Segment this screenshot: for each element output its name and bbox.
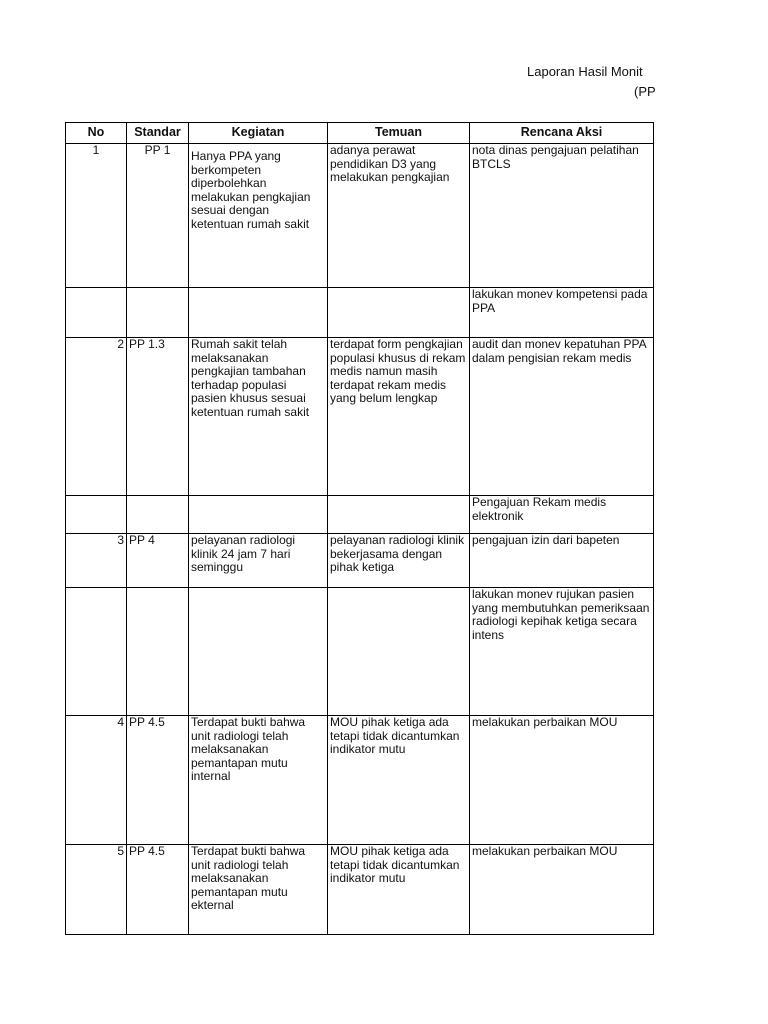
cell-temuan: pelayanan radiologi klinik bekerjasama dengan pihak ketiga [328, 534, 470, 588]
column-header-rencana-aksi: Rencana Aksi [470, 123, 654, 144]
cell-kegiatan: Terdapat bukti bahwa unit radiologi telah melaksanakan pemantapan mutu internal [189, 716, 328, 845]
table-row [66, 534, 654, 588]
cell-temuan: terdapat form pengkajian populasi khusus di rekam medis namun masih terdapat rekam medis yang belum lengkap [328, 338, 470, 496]
column-header-temuan: Temuan [328, 123, 470, 144]
report-table [65, 122, 654, 935]
cell-temuan [328, 496, 470, 534]
cell-kegiatan [189, 288, 328, 338]
cell-no [66, 588, 127, 716]
cell-no: 5 [66, 845, 127, 935]
cell-standar [127, 588, 189, 716]
table-row [66, 144, 654, 288]
cell-no: 4 [66, 716, 127, 845]
cell-temuan: MOU pihak ketiga ada tetapi tidak dicantumkan indikator mutu [328, 845, 470, 935]
cell-kegiatan [189, 496, 328, 534]
cell-standar: PP 1 [127, 144, 189, 288]
cell-standar [127, 496, 189, 534]
table-row [66, 338, 654, 496]
cell-no [66, 496, 127, 534]
cell-rencana-aksi: nota dinas pengajuan pelatihan BTCLS [470, 144, 654, 288]
report-title: Laporan Hasil Monit [527, 64, 643, 79]
table-row [66, 716, 654, 845]
cell-no: 3 [66, 534, 127, 588]
cell-kegiatan: Rumah sakit telah melaksanakan pengkajian tambahan terhadap populasi pasien khusus sesuai ketentuan rumah sakit [189, 338, 328, 496]
table-row [66, 496, 654, 534]
column-header-no: No [66, 123, 127, 144]
cell-standar: PP 4 [127, 534, 189, 588]
cell-rencana-aksi: melakukan perbaikan MOU [470, 716, 654, 845]
table-row [66, 588, 654, 716]
column-header-standar: Standar [127, 123, 189, 144]
table-row [66, 845, 654, 935]
cell-standar [127, 288, 189, 338]
cell-kegiatan [189, 588, 328, 716]
cell-no [66, 288, 127, 338]
cell-rencana-aksi: lakukan monev kompetensi pada PPA [470, 288, 654, 338]
cell-kegiatan: pelayanan radiologi klinik 24 jam 7 hari seminggu [189, 534, 328, 588]
cell-standar: PP 1.3 [127, 338, 189, 496]
table-row [66, 288, 654, 338]
cell-kegiatan: Hanya PPA yang berkompeten diperbolehkan melakukan pengkajian sesuai dengan ketentuan rumah sakit [189, 144, 328, 288]
cell-temuan [328, 588, 470, 716]
cell-standar: PP 4.5 [127, 845, 189, 935]
cell-rencana-aksi: melakukan perbaikan MOU [470, 845, 654, 935]
table-header-row [66, 123, 654, 144]
cell-temuan: MOU pihak ketiga ada tetapi tidak dicantumkan indikator mutu [328, 716, 470, 845]
cell-temuan: adanya perawat pendidikan D3 yang melakukan pengkajian [328, 144, 470, 288]
cell-rencana-aksi: Pengajuan Rekam medis elektronik [470, 496, 654, 534]
cell-temuan [328, 288, 470, 338]
column-header-kegiatan: Kegiatan [189, 123, 328, 144]
cell-rencana-aksi: lakukan monev rujukan pasien yang membutuhkan pemeriksaan radiologi kepihak ketiga secara intens [470, 588, 654, 716]
report-subtitle: (PP [634, 84, 656, 99]
cell-standar: PP 4.5 [127, 716, 189, 845]
cell-rencana-aksi: audit dan monev kepatuhan PPA dalam pengisian rekam medis [470, 338, 654, 496]
cell-no: 2 [66, 338, 127, 496]
cell-no: 1 [66, 144, 127, 288]
cell-kegiatan: Terdapat bukti bahwa unit radiologi telah melaksanakan pemantapan mutu ekternal [189, 845, 328, 935]
cell-rencana-aksi: pengajuan izin dari bapeten [470, 534, 654, 588]
